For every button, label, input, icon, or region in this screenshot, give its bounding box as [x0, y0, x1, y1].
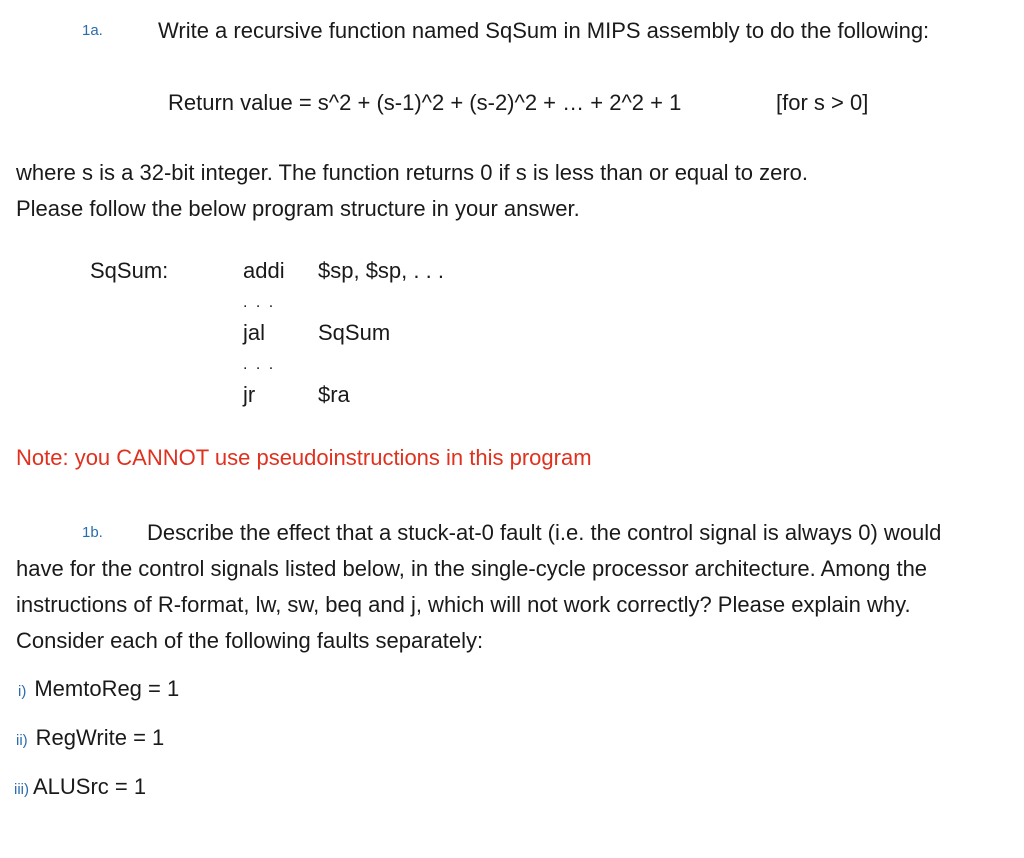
code-op-jr: jr — [243, 382, 256, 407]
question-1a-heading: Write a recursive function named SqSum in MIPS assembly to do the following: — [158, 18, 930, 43]
formula-condition: [for s > 0] — [776, 90, 869, 115]
list-item-text: RegWrite = 1 — [35, 725, 165, 750]
question-1b-line-1: Describe the effect that a stuck-at-0 fault (i.e. the control signal is always 0) would — [147, 520, 942, 545]
formula: Return value = s^2 + (s-1)^2 + (s-2)^2 + … + 2^2 + 1 — [168, 90, 682, 115]
code-args-addi: $sp, $sp, . . . — [318, 258, 444, 283]
list-item-text: ALUSrc = 1 — [33, 774, 147, 799]
note-no-pseudoinstructions: Note: you CANNOT use pseudoinstructions in this program — [16, 445, 592, 470]
code-args-jal: SqSum — [318, 320, 391, 345]
question-1b-line-2: have for the control signals listed below, in the single-cycle processor architecture. Among the — [16, 556, 928, 581]
paragraph-line-2: Please follow the below program structure in your answer. — [16, 196, 580, 221]
list-item-number: i) — [18, 683, 27, 700]
list-item — [16, 723, 164, 756]
question-1b-line-4: Consider each of the following faults separately: — [16, 628, 484, 653]
code-ellipsis: . . . — [243, 294, 276, 311]
list-item — [18, 674, 179, 707]
code-ellipsis: . . . — [243, 356, 276, 373]
question-1b-line-3: instructions of R-format, lw, sw, beq and j, which will not work correctly? Please explain why. — [16, 592, 911, 617]
list-item-text: MemtoReg = 1 — [34, 676, 180, 701]
list-item — [14, 772, 146, 805]
question-1b-number: 1b. — [82, 524, 103, 541]
question-1a-number: 1a. — [82, 22, 103, 39]
paragraph-line-1: where s is a 32-bit integer. The function returns 0 if s is less than or equal to zero. — [16, 160, 809, 185]
code-op-addi: addi — [243, 258, 285, 283]
list-item-number: ii) — [16, 732, 28, 749]
list-item-number: iii) — [14, 781, 29, 798]
code-op-jal: jal — [243, 320, 266, 345]
code-args-jr: $ra — [318, 382, 350, 407]
code-label: SqSum: — [90, 258, 169, 283]
